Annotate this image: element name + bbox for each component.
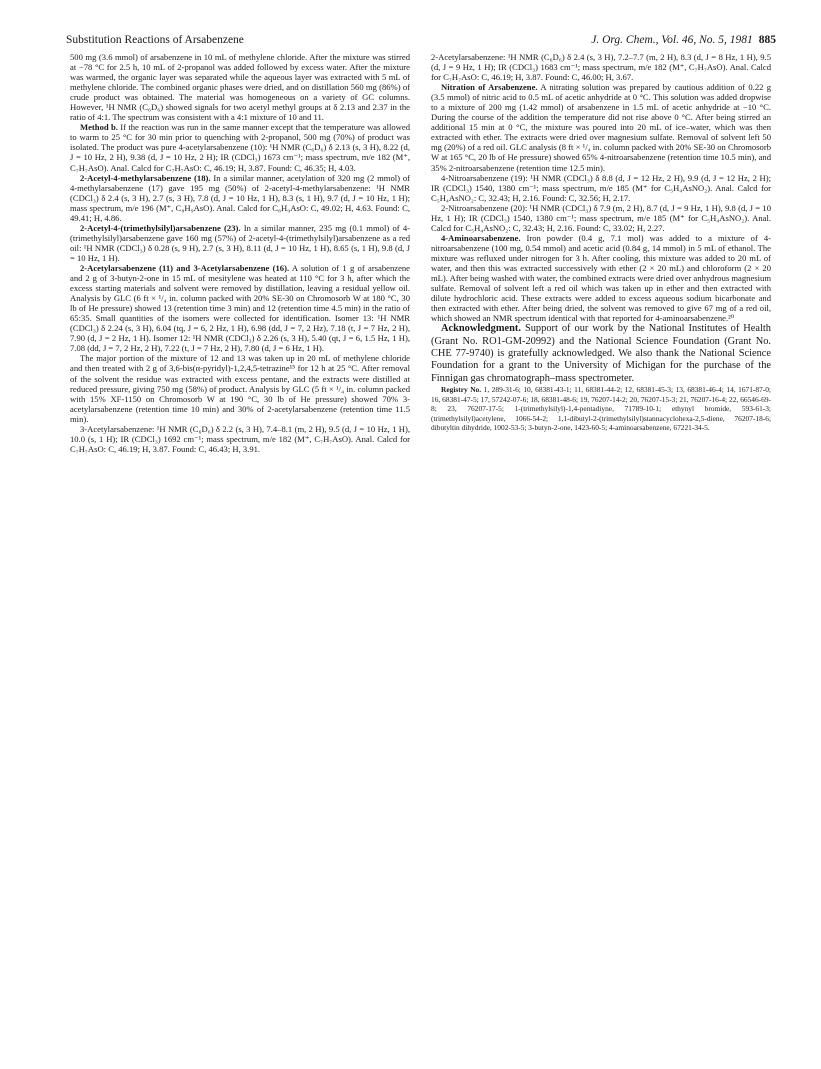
- paragraph: [70, 223, 410, 263]
- paragraph-heading: 4-Aminoarsabenzene.: [441, 232, 521, 243]
- journal-citation: [591, 32, 776, 48]
- paragraph: The major portion of the mixture of 12 and 13 was taken up in 20 mL of methylene chloride and then treated with 2 g of 3,6-bis(α-pyridyl)-1,2,4,5-tetrazine¹⁵ for 12 h at 25 °C. After removal of the solvent the residue was extracted with excess pentane, and the extracts were distilled at reduced pressure, giving 750 mg (58%) of product. Analysis by GLC (5 ft × ¹/₄ in. column packed with 15% XF-1150 on Chromosorb W at 190 °C, 30 lb of He pressure) showed 70% 3-acetylarsabenzene (retention time 10 min) and 30% of 2-acetylarsabenzene (retention time 11.5 min).: [70, 353, 410, 424]
- registry-body: 1, 289-31-6; 10, 68381-43-1; 11, 68381-44-2; 12, 68381-45-3; 13, 68381-46-4; 14, 1671-87-0; 16, 68381-47-5; 17, 57242-07-6; 18, 68381-48-6; 19, 76207-14-2; 20, 76207-15-3; 21, 76207-16-4; 22, 66546-69-8; 23, 76207-17-5; 1-(trimethylsilyl)-1,4-pentadiyne, 71789-10-1; ethynyl bromide, 593-61-3; (trimethylsilyl)acetylene, 1066-54-2; 1,1-dibutyl-2-(trimethylsilyl)stannacyclohexa-2,5-diene, 76207-18-6; dibutyltin dihydride, 1002-53-5; 3-butyn-2-one, 1423-60-5; 4-aminoarsabenzene, 67221-34-5.: [431, 385, 771, 432]
- paragraph: 500 mg (3.6 mmol) of arsabenzene in 10 mL of methylene chloride. After the mixture was stirred at −78 °C for 2.5 h, 10 mL of 2-propanol was added followed by excess water. After the mixture was warmed, the organic layer was separated while the aqueous layer was extracted with 5 mL of methylene chloride. The combined organic phases were dried, and on distillation 560 mg (86%) of crude product was obtained. The material was homogeneous on a variety of GC columns. However, ¹H NMR (C₆D₆) showed signals for two acetyl methyl groups at δ 2.13 and 2.37 in the ratio of 4:1. The spectrum was consistent with a 4:1 mixture of 10 and 11.: [70, 52, 410, 123]
- right-column: [431, 52, 771, 432]
- journal-name: J. Org. Chem., Vol. 46, No. 5, 1981: [591, 34, 753, 46]
- paragraph-body: Iron powder (0.4 g, 7.1 mol) was added to a mixture of 4-nitroarsabenzene (100 mg, 0.54 mmol) and acetic acid (0.84 g, 14 mmol) in 5 mL of ethanol. The mixture was refluxed under nitrogen for 3 h. After cooling, this mixture was added to 20 mL of water, and then this was extracted successively with ether (2 × 20 mL) and chloroform (2 × 20 mL). After being washed with water, the combined extracts were dried over anhydrous magnesium sulfate. Removal of solvent left a red oil which was taken up in ether and then extracted with dilute hydrochloric acid. These extracts were added to excess aqueous sodium bicarbonate and then extracted with ether. After being dried, the solvent was removed to give 67 mg of a red oil, which showed an NMR spectrum identical with that reported for 4-aminoarsabenzene.²⁰: [431, 232, 771, 324]
- paragraph: [70, 263, 410, 353]
- paragraph-heading: Nitration of Arsabenzene.: [441, 82, 538, 93]
- paragraph: 2-Nitroarsabenzene (20): ¹H NMR (CDCl₃) δ 7.9 (m, 2 H), 8.7 (d, J = 9 Hz, 1 H), 9.8 (d, J = 10 Hz, 1 H); IR (CDCl₃) 1540, 1380 cm⁻¹; mass spectrum, m/e 185 (M⁺ for C₅H₄AsNO₂). Anal. Calcd for C₅H₄AsNO₂: C, 32.43; H, 2.16. Found: C, 33.02; H, 2.27.: [431, 202, 771, 233]
- paragraph-heading: 2-Acetyl-4-methylarsabenzene (18).: [80, 172, 211, 183]
- paragraph: [70, 122, 410, 172]
- acknowledgment-body: Support of our work by the National Institutes of Health (Grant No. RO1-GM-20992) and the National Science Foundation (Grant No. CHE 77-9740) is gratefully acknowledged. We also thank the National Science Foundation for a grant to the University of Michigan for the purchase of the Finnigan gas chromatograph–mass spectrometer.: [431, 323, 771, 384]
- acknowledgment-heading: Acknowledgment.: [441, 323, 521, 335]
- page-header: [66, 32, 776, 48]
- paragraph: [431, 233, 771, 323]
- paragraph-heading: 2-Acetylarsabenzene (11) and 3-Acetylarsabenzene (16).: [80, 262, 290, 273]
- paragraph-body: In a similar manner, acetylation of 320 mg (2 mmol) of 4-methylarsabenzene (17) gave 195 mg (50%) of 2-acetyl-4-methylarsabenzene: ¹H NMR (CDCl₃) δ 2.4 (s, 3 H), 2.7 (s, 3 H), 7.8 (d, J = 10 Hz, 1 H), 8.3 (s, 1 H), 9.7 (d, J = 10 Hz, 1 H); mass spectrum, m/e 196 (M⁺, C₈H₉AsO). Anal. Calcd for C₈H₉AsO: C, 49.02; H, 4.63. Found: C, 49.41; H, 4.86.: [70, 172, 411, 223]
- running-title: Substitution Reactions of Arsabenzene: [66, 34, 244, 46]
- left-column: [70, 52, 410, 454]
- paragraph: [431, 82, 771, 172]
- paragraph-body: In a similar manner, 235 mg (0.1 mmol) of 4-(trimethylsilyl)arsabenzene gave 160 mg (57%) of 2-acetyl-4-(trimethylsilyl)arsabenzene as a red oil: ¹H NMR (CDCl₃) δ 0.28 (s, 9 H), 2.7 (s, 3 H), 8.11 (d, J = 10 Hz, 1 H), 8.65 (s, 1 H), 9.8 (d, J = 10 Hz, 1 H).: [70, 222, 411, 263]
- paragraph-heading: Method b.: [80, 122, 118, 133]
- paragraph-body: A solution of 1 g of arsabenzene and 2 g of 3-butyn-2-one in 15 mL of mesitylene was heated at 110 °C for 3 h, after which the excess starting materials and solvent were removed by distillation, leaving a residual yellow oil. Analysis by GLC (6 ft × ¹/₄ in. column packed with 20% SE-30 on Chromosorb W at 180 °C, 30 lb of He pressure) showed 13 (retention time 3 min) and 12 (retention time 4.5 min) in the ratio of 65:35. Small quantities of the isomers were collected for identification. Isomer 13: ¹H NMR (CDCl₃) δ 2.24 (s, 3 H), 6.04 (tq, J = 6, 2 Hz, 1 H), 6.98 (dd, J = 7, 2 Hz), 7.18 (t, J = 7 Hz, 2 H), 7.90 (d, J = 2 Hz, 1 H). Isomer 12: ¹H NMR (CDCl₃) δ 2.26 (s, 3 H), 5.40 (qt, J = 6, 1.5 Hz, 1 H), 7.08 (dd, J = 7, 2 Hz, 2 H), 7.22 (t, J = 7 Hz, 2 H), 7.80 (d, J = 6 Hz, 1 H).: [70, 262, 410, 354]
- paragraph: 2-Acetylarsabenzene: ¹H NMR (C₆D₆) δ 2.4 (s, 3 H), 7.2–7.7 (m, 2 H), 8.3 (d, J = 8 Hz, 1 H), 9.5 (d, J = 9 Hz, 1 H); IR (CDCl₃) 1683 cm⁻¹; mass spectrum, m/e 182 (M⁺, C₇H₇AsO). Anal. Calcd for C₇H₇AsO: C, 46.19; H, 3.87. Found: C, 46.00; H, 3.67.: [431, 52, 771, 83]
- acknowledgment: [431, 323, 771, 385]
- paragraph: 3-Acetylarsabenzene: ¹H NMR (C₆D₆) δ 2.2 (s, 3 H), 7.4–8.1 (m, 2 H), 9.5 (d, J = 10 Hz, 1 H), 10.0 (s, 1 H); IR (CDCl₃) 1692 cm⁻¹; mass spectrum, m/e 182 (M⁺, C₇H₇AsO). Anal. Calcd for C₇H₇AsO: C, 46.19; H, 3.87. Found: C, 46.43; H, 3.91.: [70, 423, 410, 454]
- paragraph-body: If the reaction was run in the same manner except that the temperature was allowed to warm to 25 °C for 30 min prior to quenching with 2-propanol, 500 mg (70%) of product was isolated. The product was pure 4-acetylarsabenzene (10): ¹H NMR (C₆D₆) δ 2.13 (s, 3 H), 8.22 (d, J = 10 Hz, 2 H), 9.38 (d, J = 10 Hz, 2 H); IR (CDCl₃) 1673 cm⁻¹; mass spectrum, m/e 182 (M⁺, C₇H₇AsO). Anal. Calcd for C₇H₇AsO: C, 46.19; H, 3.87. Found: C, 46.35; H, 4.03.: [70, 122, 410, 173]
- paragraph-body: A nitrating solution was prepared by cautious addition of 0.22 g (3.5 mmol) of nitric acid to 0.5 mL of acetic anhydride at 0 °C. This solution was added dropwise to a mixture of 200 mg (1.42 mmol) of arsabenzene in 1.5 mL of acetic anhydride at −10 °C. During the course of the addition the temperature did not rise above 0 °C. After being stirred an additional 15 min at 0 °C, the mixture was poured into 20 mL of ice–water, which was then extracted with ether. The extracts were dried over magnesium sulfate. Removal of solvent left 50 mg (20%) of a red oil. GLC analysis (8 ft × ¹/₄ in. column packed with 20% SE-30 on Chromosorb W at 165 °C, 20 lb of He pressure) showed 65% 4-nitroarsabenzene (retention time 10.5 min), and 35% 2-nitroarsabenzene (retention time 12.5 min).: [431, 82, 772, 173]
- paragraph: [70, 173, 410, 223]
- paragraph-heading: 2-Acetyl-4-(trimethylsilyl)arsabenzene (23).: [80, 222, 241, 233]
- page-number: 885: [758, 34, 776, 46]
- paragraph: 4-Nitroarsabenzene (19): ¹H NMR (CDCl₃) δ 8.8 (d, J = 12 Hz, 2 H), 9.9 (d, J = 12 Hz, 2 H); IR (CDCl₃) 1540, 1380 cm⁻¹; mass spectrum, m/e 185 (M⁺ for C₅H₄AsNO₂). Anal. Calcd for C₅H₄AsNO₂: C, 32.43; H, 2.16. Found: C, 32.56; H, 2.17.: [431, 172, 771, 203]
- registry-heading: Registry No.: [441, 385, 482, 395]
- registry-numbers: [431, 385, 771, 432]
